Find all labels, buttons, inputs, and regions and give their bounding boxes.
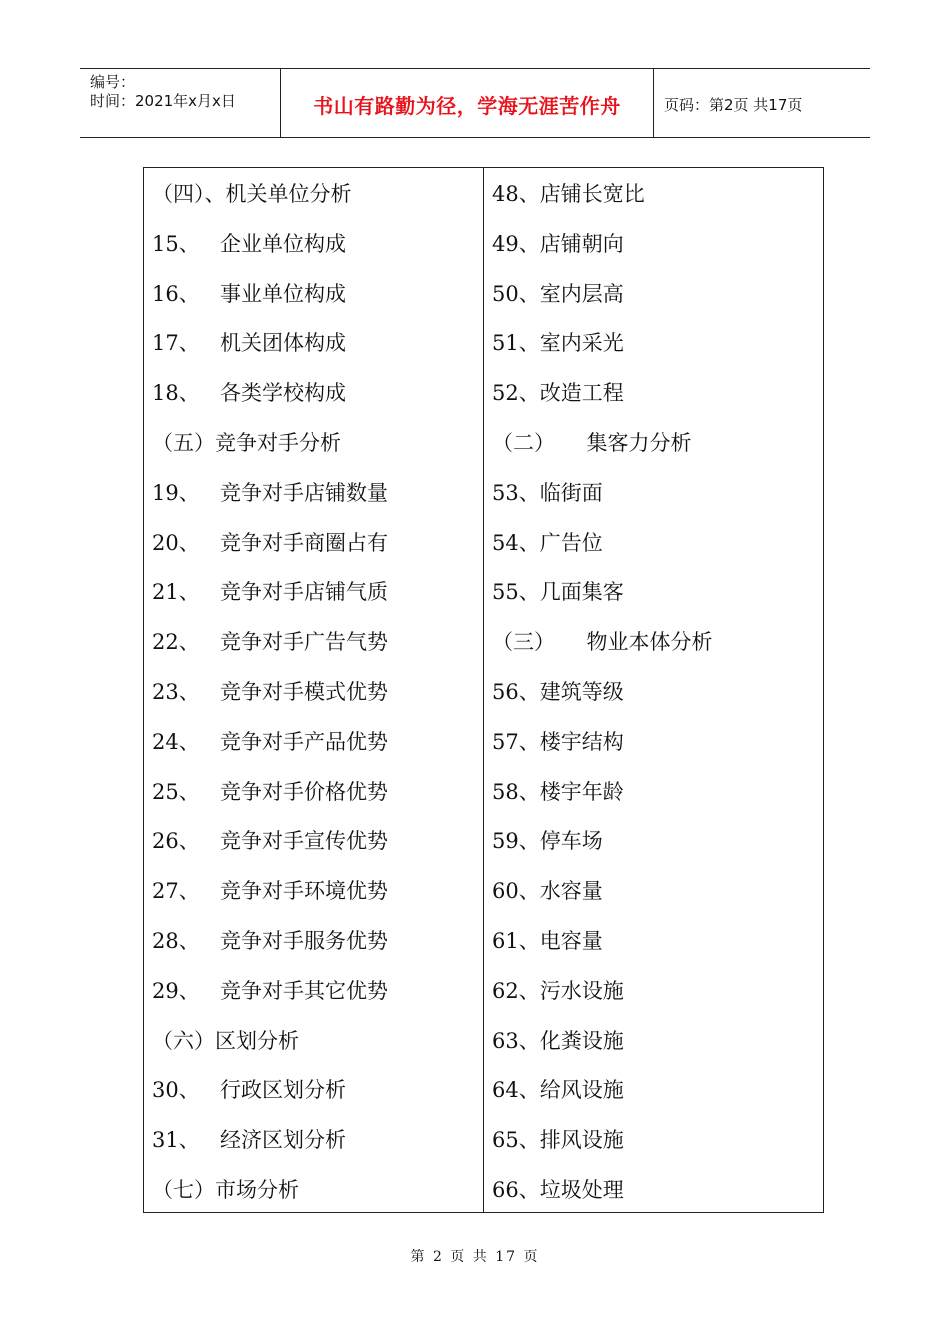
left-row: [152, 180, 352, 208]
left-row: [152, 1126, 346, 1154]
row-number: 25、: [152, 779, 200, 804]
left-row: [152, 927, 388, 955]
section-heading: （七）市场分析: [152, 1178, 299, 1202]
header-motto-cell: [281, 69, 654, 137]
right-row: 58、楼宇年龄: [492, 779, 624, 804]
right-row: 64、给风设施: [492, 1078, 624, 1103]
left-row: [152, 429, 341, 457]
row-number: 24、: [152, 729, 200, 754]
right-row: 53、临街面: [492, 480, 603, 505]
left-row: [152, 1076, 346, 1104]
row-text: 企业单位构成: [220, 231, 346, 256]
left-row: [152, 778, 388, 806]
section-heading: （五）竞争对手分析: [152, 431, 341, 455]
row-text: 竞争对手店铺数量: [220, 480, 388, 505]
left-row: [152, 578, 388, 606]
outline-table: [143, 167, 824, 1213]
row-number: 19、: [152, 480, 200, 505]
right-row: 57、楼宇结构: [492, 729, 624, 754]
right-row: 51、室内采光: [492, 331, 624, 356]
left-column: [144, 168, 484, 1212]
left-row: [152, 379, 346, 407]
right-row: 65、排风设施: [492, 1128, 624, 1153]
section-heading: （六）区划分析: [152, 1028, 299, 1053]
row-number: 20、: [152, 530, 200, 555]
right-row: 50、室内层高: [492, 281, 624, 306]
right-row: 55、几面集客: [492, 580, 624, 605]
right-column: [484, 168, 823, 1212]
row-text: 竞争对手其它优势: [220, 978, 388, 1003]
row-number: 21、: [152, 580, 200, 605]
row-text: 竞争对手产品优势: [220, 729, 388, 754]
row-number: 17、: [152, 331, 200, 356]
left-row: [152, 628, 388, 656]
row-number: 15、: [152, 231, 200, 256]
row-text: 各类学校构成: [220, 381, 346, 406]
page-label: 页码：第2页 共17页: [664, 95, 803, 114]
row-text: 行政区划分析: [220, 1078, 346, 1103]
row-text: 竞争对手商圈占有: [220, 530, 388, 555]
right-row: 49、店铺朝向: [492, 231, 624, 256]
left-row: [152, 529, 388, 557]
motto: 书山有路勤为径，学海无涯苦作舟: [313, 93, 621, 118]
row-number: 26、: [152, 829, 200, 854]
row-text: 事业单位构成: [220, 281, 346, 306]
row-text: 竞争对手广告气势: [220, 630, 388, 655]
time-label: 时间：2021年x月x日: [90, 92, 236, 110]
row-number: 23、: [152, 680, 200, 704]
left-row: [152, 678, 388, 706]
row-number: 16、: [152, 281, 200, 306]
right-row: 63、化粪设施: [492, 1028, 624, 1053]
row-text: 经济区划分析: [220, 1128, 346, 1153]
section-heading: （四）、机关单位分析: [152, 182, 352, 206]
row-text: 竞争对手服务优势: [220, 929, 388, 953]
right-row: 56、建筑等级: [492, 680, 624, 704]
right-row: （二） 集客力分析: [492, 431, 692, 455]
right-row: 66、垃圾处理: [492, 1178, 624, 1202]
right-row: 54、广告位: [492, 530, 603, 555]
row-number: 28、: [152, 929, 200, 953]
page-header: [80, 68, 870, 138]
right-row: 61、电容量: [492, 929, 603, 953]
left-row: [152, 1176, 299, 1204]
row-number: 29、: [152, 978, 200, 1003]
row-text: 竞争对手模式优势: [220, 680, 388, 704]
row-text: 竞争对手店铺气质: [220, 580, 388, 605]
left-row: [152, 827, 388, 855]
row-number: 22、: [152, 630, 200, 655]
header-meta: [80, 69, 281, 137]
row-text: 竞争对手价格优势: [220, 779, 388, 804]
left-row: [152, 728, 388, 756]
page-footer: 第 2 页 共 17 页: [410, 1249, 540, 1265]
left-row: [152, 479, 388, 507]
right-row: （三） 物业本体分析: [492, 630, 713, 655]
left-row: [152, 230, 346, 258]
header-page-cell: [654, 71, 870, 137]
row-number: 30、: [152, 1078, 200, 1103]
left-row: [152, 977, 388, 1005]
right-row: 52、改造工程: [492, 381, 624, 406]
left-row: [152, 280, 346, 308]
serial-label: 编号：: [90, 73, 136, 91]
row-text: 竞争对手环境优势: [220, 879, 388, 904]
right-row: 48、店铺长宽比: [492, 182, 645, 206]
right-row: 60、水容量: [492, 879, 603, 904]
left-row: [152, 877, 388, 905]
row-number: 27、: [152, 879, 200, 904]
row-text: 机关团体构成: [220, 331, 346, 356]
left-row: [152, 1027, 299, 1055]
left-row: [152, 329, 346, 357]
row-text: 竞争对手宣传优势: [220, 829, 388, 854]
row-number: 31、: [152, 1128, 200, 1153]
row-number: 18、: [152, 381, 200, 406]
right-row: 62、污水设施: [492, 978, 624, 1003]
right-row: 59、停车场: [492, 829, 603, 854]
